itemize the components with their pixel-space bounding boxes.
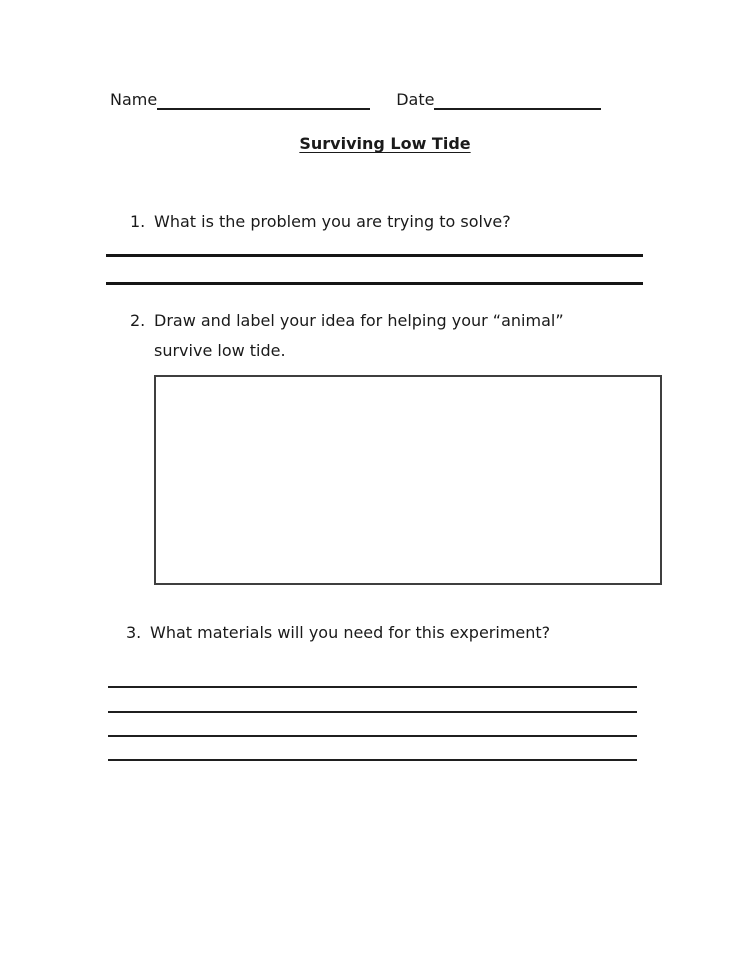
name-date-row <box>110 90 601 110</box>
question-1 <box>130 207 511 237</box>
question-3-answer-line-2 <box>108 711 637 713</box>
date-label: Date <box>396 90 435 109</box>
worksheet-title: Surviving Low Tide <box>299 134 471 153</box>
date-blank-line <box>434 90 601 110</box>
question-2-text: Draw and label your idea for helping your “animal” survive low tide. <box>154 311 564 360</box>
question-3-number: 3. <box>126 623 142 642</box>
question-3-text: What materials will you need for this experiment? <box>150 623 551 642</box>
question-2-number: 2. <box>130 311 146 330</box>
question-3-answer-line-3 <box>108 735 637 737</box>
question-1-answer-line-2 <box>106 282 643 285</box>
question-1-text: What is the problem you are trying to solve? <box>154 212 511 231</box>
name-blank-line <box>157 90 370 110</box>
name-label: Name <box>110 90 158 109</box>
question-3 <box>126 618 550 648</box>
question-1-number: 1. <box>130 212 146 231</box>
question-1-answer-line-1 <box>106 254 643 257</box>
drawing-box <box>154 375 662 585</box>
question-3-answer-line-4 <box>108 759 637 761</box>
question-2 <box>130 306 626 366</box>
question-3-answer-line-1 <box>108 686 637 688</box>
